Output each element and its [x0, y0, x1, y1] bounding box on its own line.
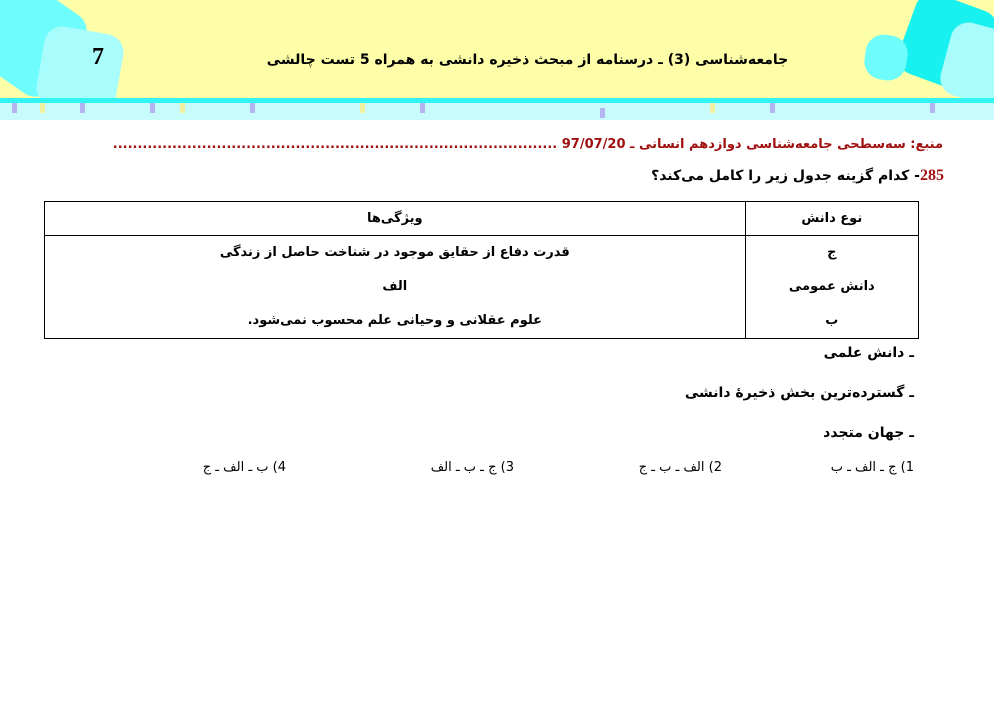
header-band — [0, 98, 994, 120]
table-cell: ب — [825, 313, 839, 328]
table-cell: ج — [827, 245, 837, 260]
table-cell: دانش عمومی — [788, 279, 875, 294]
question — [651, 167, 944, 185]
list-item: ـ جهان متجدد — [823, 425, 914, 441]
option-1[interactable]: 1) ج ـ الف ـ ب — [830, 460, 914, 475]
page-header — [0, 0, 994, 98]
list-item: ـ دانش علمی — [823, 345, 914, 361]
knowledge-table — [44, 201, 919, 339]
table-header: نوع دانش — [745, 202, 918, 236]
table-cell: قدرت دفاع از حقایق موجود در شناخت حاصل از زندگی — [219, 245, 570, 260]
page-number: 7 — [92, 44, 104, 70]
table-cell: الف — [382, 279, 408, 294]
option-2[interactable]: 2) الف ـ ب ـ ج — [638, 460, 722, 475]
option-3[interactable]: 3) ج ـ ب ـ الف — [430, 460, 514, 475]
list-item: ـ گسترده‌ترین بخش ذخیرۀ دانشی — [684, 385, 914, 401]
source-line: منبع: سه‌سطحی جامعه‌شناسی دوازدهم انسانی ـ 97/07/20 .......................................................................................... — [112, 137, 943, 152]
page-title: جامعه‌شناسی (3) ـ درسنامه از مبحث ذخیره دانشی به همراه 5 تست چالشی — [266, 52, 789, 68]
table-header: ویژگی‌ها — [45, 202, 746, 236]
table-row — [45, 236, 919, 339]
decor-shape — [34, 24, 127, 98]
table-cell: علوم عقلانی و وحیانی علم محسوب نمی‌شود. — [247, 313, 543, 328]
question-text: - کدام گزینه جدول زیر را کامل می‌کند؟ — [651, 168, 920, 184]
option-4[interactable]: 4) ب ـ الف ـ ج — [202, 460, 286, 475]
question-number: 285 — [920, 167, 944, 184]
